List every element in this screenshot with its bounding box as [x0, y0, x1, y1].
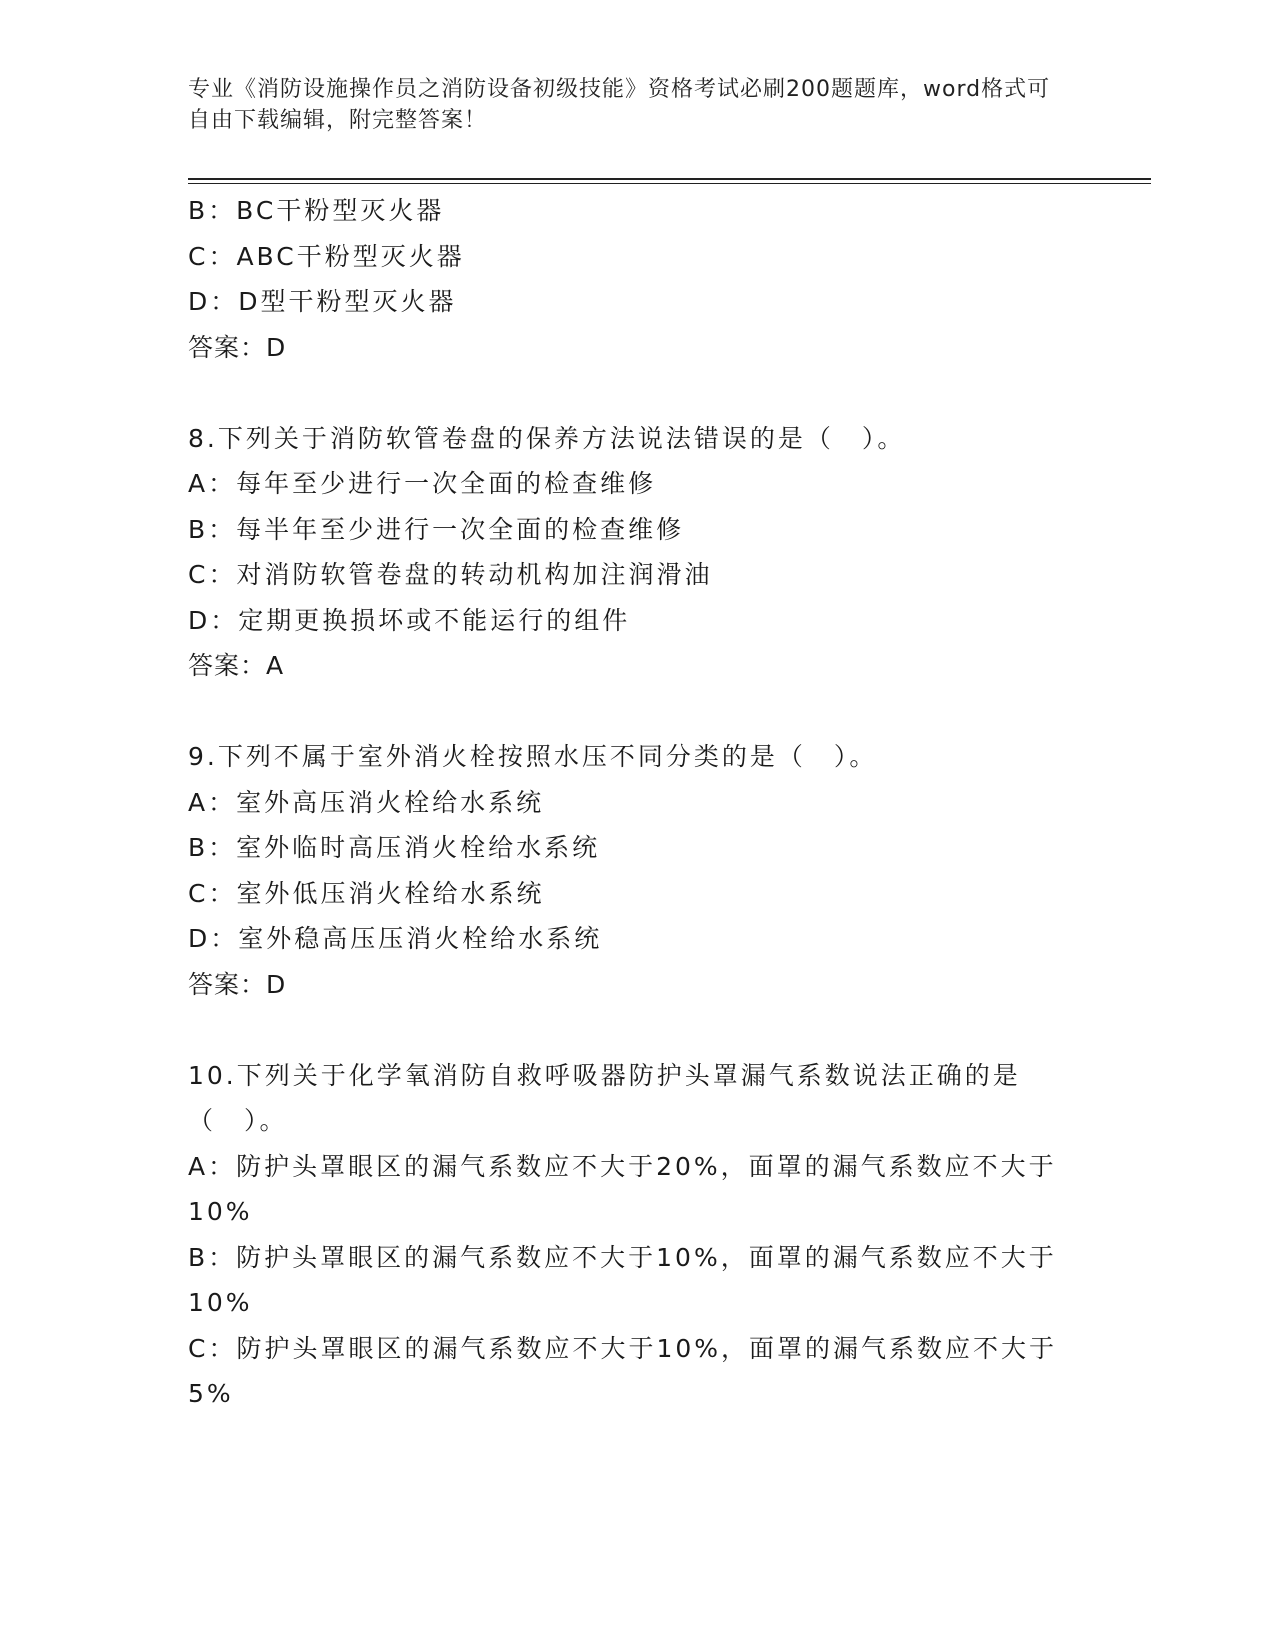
spacer	[188, 1007, 1068, 1053]
option-d: D：定期更换损坏或不能运行的组件	[188, 605, 631, 635]
question-stem: 8.下列关于消防软管卷盘的保养方法说法错误的是（ ）。	[188, 423, 906, 453]
question-stem: 9.下列不属于室外消火栓按照水压不同分类的是（ ）。	[188, 742, 878, 771]
header-rule-thick	[188, 178, 1151, 180]
answer-line: 答案：D	[188, 332, 287, 362]
question-stem: 10.下列关于化学氧消防自救呼吸器防护头罩漏气系数说法正确的是（ ）。	[188, 1060, 1021, 1135]
document-header: 专业《消防设施操作员之消防设备初级技能》资格考试必刷200题题库，word格式可自由下载编辑，附完整答案！	[188, 77, 1051, 133]
option-b: B：室外临时高压消火栓给水系统	[188, 833, 601, 862]
answer-line: 答案：A	[188, 651, 285, 680]
option-c: C：室外低压消火栓给水系统	[188, 878, 545, 908]
option-a: A：防护头罩眼区的漏气系数应不大于20%，面罩的漏气系数应不大于10%	[188, 1151, 1057, 1226]
option-d: D：D型干粉型灭火器	[188, 287, 457, 316]
option-c: C：ABC干粉型灭火器	[188, 241, 465, 271]
spacer	[188, 689, 1068, 735]
option-b: B：防护头罩眼区的漏气系数应不大于10%，面罩的漏气系数应不大于10%	[188, 1242, 1057, 1317]
option-b: B：BC干粉型灭火器	[188, 196, 445, 225]
option-b: B：每半年至少进行一次全面的检查维修	[188, 514, 685, 544]
question-content	[188, 188, 1068, 1417]
option-a: A：每年至少进行一次全面的检查维修	[188, 469, 657, 498]
header-rule-thin	[188, 183, 1151, 184]
option-c: C：对消防软管卷盘的转动机构加注润滑油	[188, 560, 713, 589]
option-a: A：室外高压消火栓给水系统	[188, 787, 545, 817]
answer-line: 答案：D	[188, 969, 287, 999]
option-d: D：室外稳高压压消火栓给水系统	[188, 924, 603, 953]
option-c: C：防护头罩眼区的漏气系数应不大于10%，面罩的漏气系数应不大于5%	[188, 1333, 1058, 1408]
spacer	[188, 370, 1068, 416]
